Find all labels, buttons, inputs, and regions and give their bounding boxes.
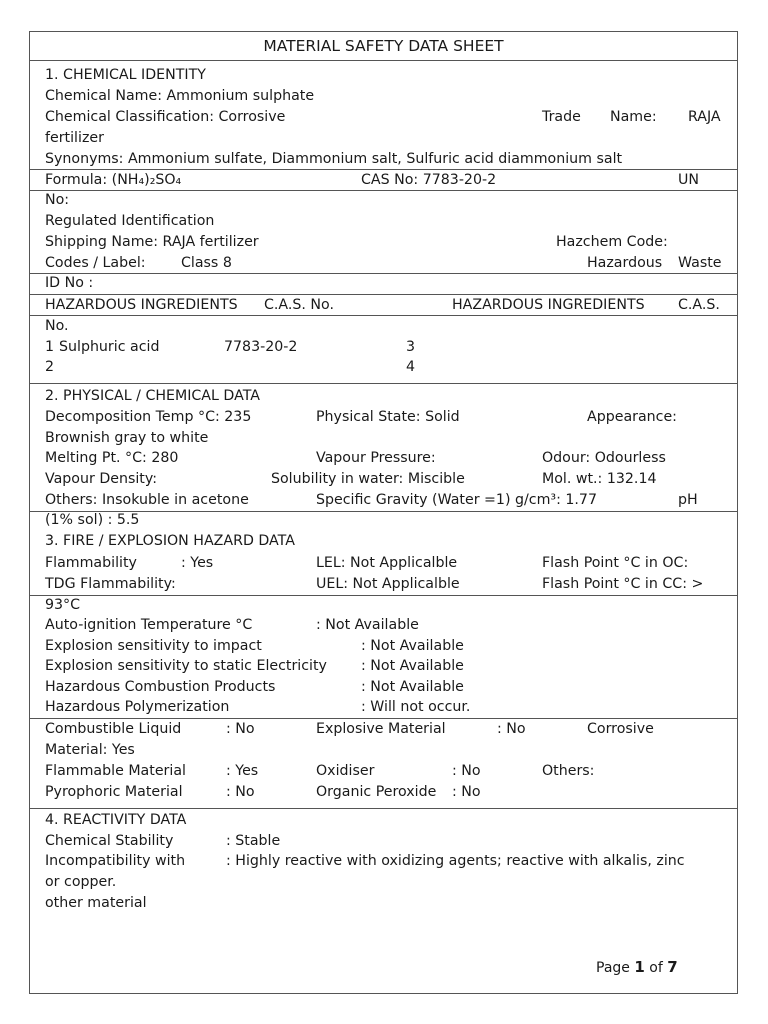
ph-label: pH <box>678 492 698 508</box>
pyrophoric-label: Pyrophoric Material <box>45 784 183 800</box>
ingredients-header-3: HAZARDOUS INGREDIENTS <box>452 297 645 313</box>
stability-label: Chemical Stability <box>45 833 174 849</box>
trade-name-label-2: Name: <box>610 109 657 125</box>
id-no: ID No : <box>45 275 94 291</box>
hazchem-code: Hazchem Code: <box>556 234 668 250</box>
document-title: MATERIAL SAFETY DATA SHEET <box>263 37 504 55</box>
incompatibility-cont: or copper. <box>45 874 117 890</box>
synonyms: Synonyms: Ammonium sulfate, Diammonium salt, Sulfuric acid diammonium salt <box>45 151 623 167</box>
flammable-label: Flammable Material <box>45 763 186 779</box>
flammability-value: : Yes <box>181 555 214 571</box>
chemical-classification: Chemical Classification: Corrosive <box>45 109 286 125</box>
decomposition-temp: Decomposition Temp °C: 235 <box>45 409 252 425</box>
physical-state: Physical State: Solid <box>316 409 460 425</box>
odour: Odour: Odourless <box>542 450 666 466</box>
page-indicator <box>596 959 678 977</box>
flammable-value: : Yes <box>226 763 259 779</box>
tdg-flammability: TDG Flammability: <box>45 576 176 592</box>
un-no-cont: No: <box>45 192 70 208</box>
page-number: 1 <box>634 958 645 976</box>
flash-point-cc-value: 93°C <box>45 597 81 613</box>
oxidiser-label: Oxidiser <box>316 763 375 779</box>
trade-name-label-1: Trade <box>542 109 581 125</box>
hazard-row-label: Explosion sensitivity to impact <box>45 638 262 654</box>
hazard-row-value: : Not Available <box>316 617 419 633</box>
trade-name-value: RAJA <box>688 109 721 125</box>
oxidiser-value: : No <box>452 763 481 779</box>
trade-name-cont: fertilizer <box>45 130 104 146</box>
lel: LEL: Not Applicalble <box>316 555 458 571</box>
appearance-value: Brownish gray to white <box>45 430 209 446</box>
stability-value: : Stable <box>226 833 281 849</box>
hazard-row-label: Auto-ignition Temperature °C <box>45 617 253 633</box>
molecular-weight: Mol. wt.: 132.14 <box>542 471 657 487</box>
solubility: Solubility in water: Miscible <box>271 471 465 487</box>
ingredient-num-2: 4 <box>406 359 416 375</box>
flash-point-oc: Flash Point °C in OC: <box>542 555 689 571</box>
page-total: 7 <box>667 958 678 976</box>
section3-heading: 3. FIRE / EXPLOSION HAZARD DATA <box>45 533 295 549</box>
page-word: Page <box>596 960 630 976</box>
incompatibility-value: : Highly reactive with oxidizing agents; reactive with alkalis, zinc <box>226 853 685 869</box>
ingredients-header-1: HAZARDOUS INGREDIENTS <box>45 297 238 313</box>
hazardous-waste-1: Hazardous <box>587 255 663 271</box>
melting-point: Melting Pt. °C: 280 <box>45 450 179 466</box>
explosive-label: Explosive Material <box>316 721 446 737</box>
vapour-pressure: Vapour Pressure: <box>316 450 436 466</box>
organic-peroxide-value: : No <box>452 784 481 800</box>
hazard-row-label: Hazardous Combustion Products <box>45 679 276 695</box>
divider <box>29 315 738 316</box>
appearance-label: Appearance: <box>587 409 677 425</box>
un-label: UN <box>678 172 699 188</box>
others: Others: Insokuble in acetone <box>45 492 249 508</box>
corrosive-label: Corrosive <box>587 721 654 737</box>
formula: Formula: (NH₄)₂SO₄ <box>45 172 182 188</box>
pyrophoric-value: : No <box>226 784 255 800</box>
vapour-density: Vapour Density: <box>45 471 158 487</box>
section2-heading: 2. PHYSICAL / CHEMICAL DATA <box>45 388 260 404</box>
hazard-row-value: : Not Available <box>361 679 464 695</box>
ingredients-header-2: C.A.S. No. <box>264 297 334 313</box>
flammability-label: Flammability <box>45 555 137 571</box>
combustible-label: Combustible Liquid <box>45 721 182 737</box>
hazard-row-value: : Not Available <box>361 658 464 674</box>
regulated-identification: Regulated Identification <box>45 213 215 229</box>
hazard-row-label: Explosion sensitivity to static Electricity <box>45 658 327 674</box>
divider <box>29 718 738 719</box>
section4-heading: 4. REACTIVITY DATA <box>45 812 187 828</box>
uel: UEL: Not Applicalble <box>316 576 460 592</box>
shipping-name: Shipping Name: RAJA fertilizer <box>45 234 259 250</box>
codes-label: Codes / Label: <box>45 255 146 271</box>
section1-heading: 1. CHEMICAL IDENTITY <box>45 67 206 83</box>
explosive-value: : No <box>497 721 526 737</box>
hazardous-waste-2: Waste <box>678 255 722 271</box>
divider <box>29 383 738 384</box>
hazard-row-label: Hazardous Polymerization <box>45 699 230 715</box>
ph-value: (1% sol) : 5.5 <box>45 512 140 528</box>
divider <box>29 808 738 809</box>
flash-point-cc: Flash Point °C in CC: > <box>542 576 704 592</box>
divider <box>29 273 738 274</box>
ingredients-header-4: C.A.S. <box>678 297 720 313</box>
divider <box>29 60 738 61</box>
divider <box>29 294 738 295</box>
hazard-row-value: : Will not occur. <box>361 699 471 715</box>
ingredient-num: 1 <box>45 339 55 355</box>
ingredient-cas: 7783-20-2 <box>224 339 298 355</box>
hazard-row-value: : Not Available <box>361 638 464 654</box>
corrosive-value: Material: Yes <box>45 742 135 758</box>
ingredient-num-2: 3 <box>406 339 416 355</box>
ingredients-header-cont: No. <box>45 318 69 334</box>
incompatibility-label: Incompatibility with <box>45 853 186 869</box>
combustible-value: : No <box>226 721 255 737</box>
other-material: other material <box>45 895 147 911</box>
ingredient-name: Sulphuric acid <box>59 339 160 355</box>
cas-no: CAS No: 7783-20-2 <box>361 172 497 188</box>
organic-peroxide-label: Organic Peroxide <box>316 784 437 800</box>
class-value: Class 8 <box>181 255 232 271</box>
of-word: of <box>649 960 663 976</box>
divider <box>29 169 738 170</box>
divider <box>29 190 738 191</box>
ingredient-num: 2 <box>45 359 55 375</box>
others-label: Others: <box>542 763 595 779</box>
divider <box>29 595 738 596</box>
specific-gravity: Specific Gravity (Water =1) g/cm³: 1.77 <box>316 492 597 508</box>
chemical-name: Chemical Name: Ammonium sulphate <box>45 88 315 104</box>
